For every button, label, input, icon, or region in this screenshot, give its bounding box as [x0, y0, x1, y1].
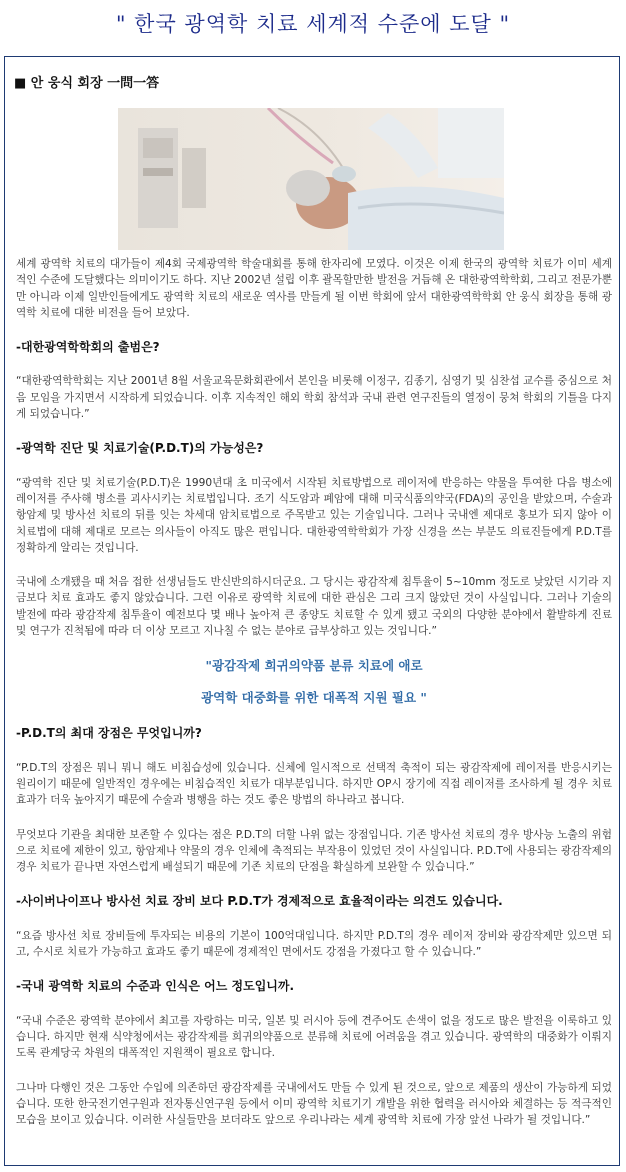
pull-quote-line-1: "광감작제 희귀의약품 분류 치료에 애로	[205, 658, 423, 674]
photo-illustration	[118, 108, 504, 250]
question-heading: -국내 광역학 치료의 수준과 인식은 어느 정도입니까.	[16, 979, 295, 994]
answer-paragraph: “요즘 방사선 치료 장비들에 투자되는 비용의 기본이 100억대입니다. 하지만 P.D.T의 경우 레이저 장비와 광감작제만 있으면 되고, 수시로 치료가 가능하고 효과도 좋기 때문에 경제적인 면에서도 강점을 가졌다고 할 수 있습니다.”	[16, 929, 612, 959]
answer-paragraph: 그나마 다행인 것은 그동안 수입에 의존하던 광감작제를 국내에서도 만들 수 있게 된 것으로, 앞으로 제품의 생산이 가능하게 되었습니다. 또한 한국전기연구원과 전자통신연구원 등에서 이미 광역학 치료기기 개발을 위한 협력을 러시아와 체결하는 등 적극적인 모습을 보이고 있습니다. 이러한 사실들만을 보더라도 앞으로 우리나라는 세계 광역학 치료에 가장 앞선 나라가 될 것입니다.”	[16, 1081, 612, 1127]
question-heading: -대한광역학학회의 출범은?	[16, 340, 160, 355]
answer-paragraph: 국내에 소개됐을 때 처음 접한 선생님들도 반신반의하시더군요. 그 당시는 광감작제 침투율이 5~10mm 정도로 낮았던 시기라 지금보다 치료 효과도 좋지 않았습니다. 그런 이유로 광역학 치료에 대한 관심은 그리 크지 않았던 것이 사실입니다. 그러나 기술의 발전에 따라 광감작제 침투율이 예전보다 몇 배나 높아져 큰 종양도 치료할 수 있게 됐고 국외의 다양한 분야에서 활발하게 진료 및 연구가 진척됨에 따라 더 이상 모르고 지나칠 수 없는 분야로 급부상하고 있는 것입니다.”	[16, 576, 612, 638]
section-heading: ■ 안 웅식 회장 一問一答	[14, 76, 160, 91]
question-heading: -P.D.T의 최대 장점은 무엇입니까?	[16, 726, 202, 741]
page-title: " 한국 광역학 치료 세계적 수준에 도달 "	[115, 12, 511, 36]
question-heading: -사이버나이프나 방사선 치료 장비 보다 P.D.T가 경제적으로 효율적이라는 의견도 있습니다.	[16, 894, 503, 909]
answer-paragraph: “P.D.T의 장점은 뭐니 뭐니 해도 비침습성에 있습니다. 신체에 일시적으로 선택적 축적이 되는 광감작제에 레이저를 반응시키는 원리이기 때문에 일반적인 경우에는 비침습적인 치료가 대부분입니다. 하지만 OP시 장기에 직접 레이저를 조사하게 될 경우 치료 효과가 더욱 높아지기 때문에 수술과 병행을 하는 것도 좋은 방법의 하나라고 봅니다.	[16, 761, 612, 807]
answer-paragraph: “대한광역학학회는 지난 2001년 8월 서울교육문화회관에서 본인을 비롯해 이정구, 김종기, 심영기 및 심찬섭 교수를 중심으로 처음 모임을 가지면서 시작하게 되었습니다. 이후 지속적인 해외 학회 참석과 국내 관련 연구진들의 열정이 뭉쳐 학회의 기틀을 다지게 되었습니다.”	[16, 375, 612, 421]
treatment-photo	[118, 108, 504, 250]
answer-paragraph: “국내 수준은 광역학 분야에서 최고를 자랑하는 미국, 일본 및 러시아 등에 견주어도 손색이 없을 정도로 많은 발전을 이룩하고 있습니다. 하지만 현재 식약청에서는 광감작제를 희귀의약품으로 분류해 치료에 어려움을 겪고 있습니다. 광역학의 대중화가 이뤄지도록 관계당국 차원의 대폭적인 지원책이 필요로 합니다.	[16, 1014, 612, 1060]
question-heading: -광역학 진단 및 치료기술(P.D.T)의 가능성은?	[16, 441, 264, 456]
pull-quote-line-2: 광역학 대중화를 위한 대폭적 지원 필요 "	[201, 690, 427, 706]
answer-paragraph: 무엇보다 기관을 최대한 보존할 수 있다는 점은 P.D.T의 더할 나위 없는 장점입니다. 기존 방사선 치료의 경우 방사능 노출의 위험으로 치료에 제한이 있고, 항암제나 약물의 경우 인체에 축적되는 부작용이 있었던 것이 사실입니다. P.D.T에 사용되는 광감작제의 경우 치료가 끝나면 자연스럽게 배설되기 때문에 기존 치료의 단점을 확실하게 보완할 수 있습니다.”	[16, 828, 612, 874]
intro-paragraph: 세계 광역학 치료의 대가들이 제4회 국제광역학 학술대회를 통해 한자리에 모였다. 이것은 이제 한국의 광역학 치료가 이미 세계적인 수준에 도달했다는 의미이기도 하다. 지난 2002년 설립 이후 괄목할만한 발전을 거듭해 온 대한광역학학회, 그리고 전문가뿐만 아니라 이제 일반인들에게도 광역학 치료의 새로운 역사를 만들게 될 이번 학회에 앞서 대한광역학학회 안 웅식 회장을 통해 광역학 치료에 대한 비전을 들어 보았다.	[16, 258, 612, 319]
article-body	[16, 256, 612, 1146]
pull-quote	[16, 657, 612, 707]
answer-paragraph: “광역학 진단 및 치료기술(P.D.T)은 1990년대 초 미국에서 시작된 치료방법으로 레이저에 반응하는 약물을 투여한 다음 병소에 레이저를 주사해 병소를 괴사시키는 치료법입니다. 조기 식도암과 폐암에 대해 미국식품의약국(FDA)의 공인을 받았으며, 수술과 항암제 및 방사선 치료의 뒤를 잇는 차세대 암치료법으로 주목받고 있는 기술입니다. 그러나 국내엔 제대로 홍보가 되지 않아 이 치료법에 대해 제대로 모르는 의사들이 아직도 많은 편입니다. 대한광역학학회가 가장 신경을 쓰는 부분도 의료진들에게 P.D.T를 정확하게 알리는 것입니다.	[16, 476, 612, 554]
